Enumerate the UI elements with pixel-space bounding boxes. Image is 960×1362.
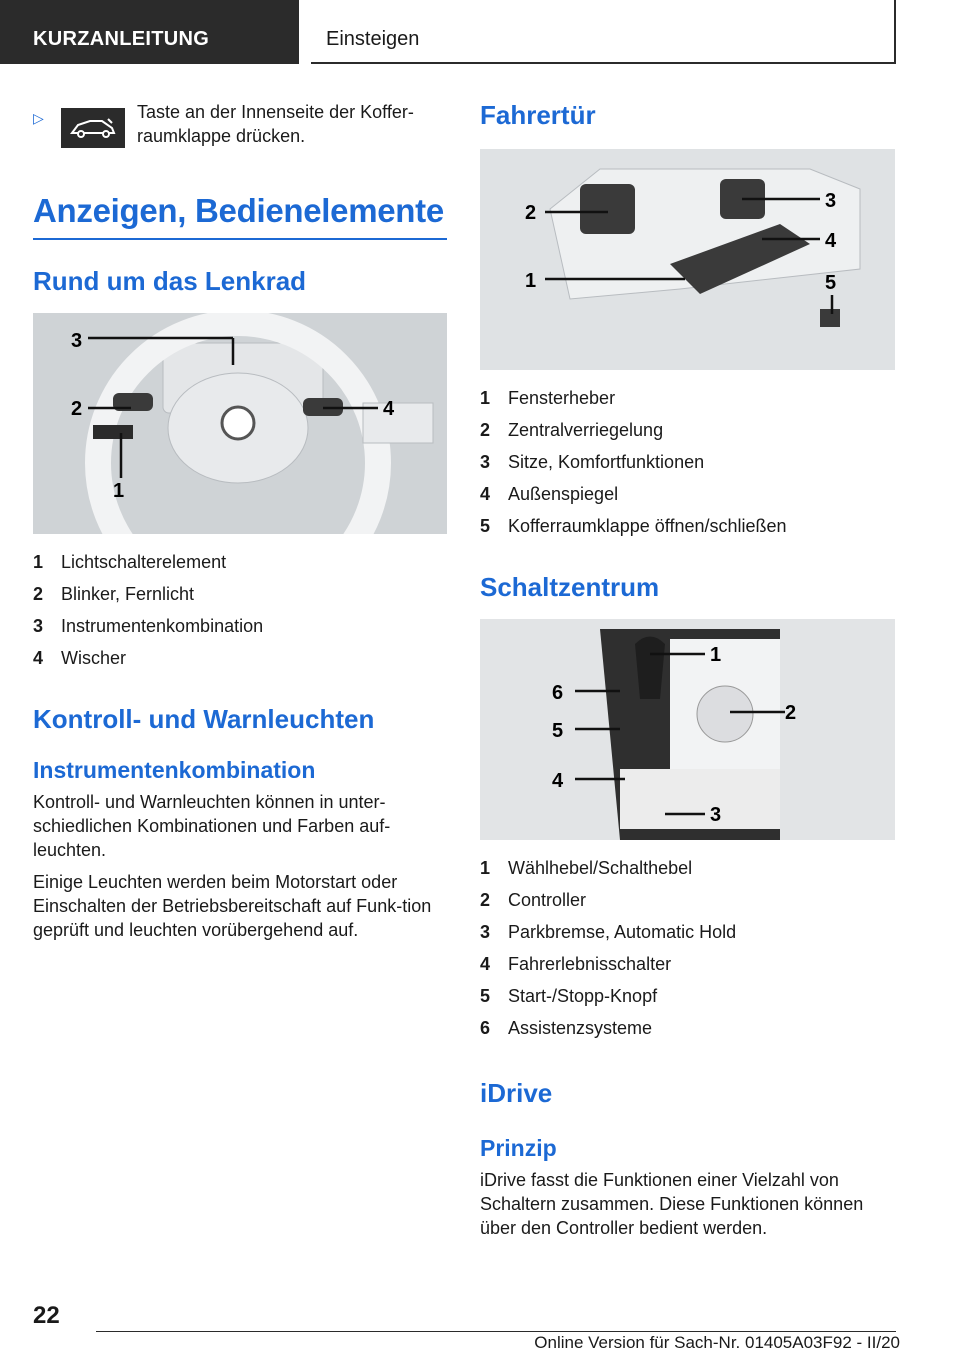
steering-label: 4: [383, 398, 395, 420]
subheading-instrument-cluster: Instrumentenkombination: [33, 757, 316, 783]
list-item: 5 Kofferraumklappe öffnen/schließen: [480, 516, 787, 536]
door-label: 4: [825, 230, 837, 252]
right-column: [480, 100, 895, 1240]
subheading-principle: Prinzip: [480, 1135, 557, 1161]
door-legend-list: [480, 382, 895, 542]
list-item: 5 Start-/Stopp-Knopf: [480, 986, 658, 1006]
list-item: 1 Fensterheber: [480, 388, 616, 408]
door-label: 1: [525, 270, 537, 292]
console-label: 1: [710, 644, 722, 666]
list-item: 3 Instrumentenkombination: [33, 616, 264, 636]
heading-warning-lights: Kontroll- und Warnleuchten: [33, 704, 375, 734]
list-item: 3 Parkbremse, Automatic Hold: [480, 922, 737, 942]
heading-steering-wheel: Rund um das Lenkrad: [33, 266, 307, 296]
heading-driver-door: Fahrertür: [480, 100, 596, 130]
footer-version-text: Online Version für Sach-Nr. 01405A03F92 - II/20: [534, 1333, 900, 1352]
instruction-step: [33, 100, 447, 148]
console-label: 5: [552, 720, 564, 742]
header-divider: [299, 0, 311, 64]
list-item: 4 Außenspiegel: [480, 484, 619, 504]
list-item: 6 Assistenzsysteme: [480, 1018, 653, 1038]
door-label: 5: [825, 272, 837, 294]
paragraph: Kontroll- und Warnleuchten können in unter-schiedlichen Kombinationen und Farben auf-leuchten.: [33, 792, 391, 860]
console-label: 2: [785, 702, 797, 724]
trunk-button-icon: [61, 108, 125, 148]
steering-label: 1: [113, 480, 125, 502]
section-heading-displays-controls: Anzeigen, Bedienelemente: [33, 192, 447, 240]
door-label: 3: [825, 190, 837, 212]
list-item: 2 Controller: [480, 890, 587, 910]
console-label: 4: [552, 770, 564, 792]
driver-door-figure: [480, 149, 895, 370]
list-item: 1 Wählhebel/Schalthebel: [480, 858, 693, 878]
step-text: Taste an der Innenseite der Koffer-raumklappe drücken.: [137, 102, 414, 146]
center-console-figure: [480, 619, 895, 840]
console-label: 3: [710, 804, 722, 826]
heading-idrive: iDrive: [480, 1078, 553, 1108]
console-label: 6: [552, 682, 564, 704]
left-column: [33, 100, 447, 942]
list-item: 1 Lichtschalterelement: [33, 552, 227, 572]
header-section-title: Einsteigen: [311, 0, 896, 64]
list-item: 2 Blinker, Fernlicht: [33, 584, 195, 604]
footer-rule: [96, 1331, 896, 1332]
steering-label: 2: [71, 398, 83, 420]
step-marker-icon: ▷: [33, 110, 44, 126]
header-chapter-tab: KURZANLEITUNG: [0, 0, 299, 64]
console-legend-list: [480, 852, 895, 1044]
steering-legend-list: [33, 546, 447, 674]
heading-control-center: Schaltzentrum: [480, 572, 660, 602]
paragraph: Einige Leuchten werden beim Motorstart oder Einschalten der Betriebsbereitschaft auf Funk-tion geprüft und leuchten vorübergehend auf.: [33, 872, 432, 940]
list-item: 2 Zentralverriegelung: [480, 420, 664, 440]
steering-wheel-figure: [33, 313, 447, 534]
door-label: 2: [525, 202, 537, 224]
steering-label: 3: [71, 330, 83, 352]
page-number: 22: [33, 1302, 60, 1329]
list-item: 4 Fahrerlebnisschalter: [480, 954, 672, 974]
paragraph: iDrive fasst die Funktionen einer Vielzahl von Schaltern zusammen. Diese Funktionen können über den Controller bedient werden.: [480, 1170, 864, 1238]
list-item: 4 Wischer: [33, 648, 127, 668]
list-item: 3 Sitze, Komfortfunktionen: [480, 452, 705, 472]
